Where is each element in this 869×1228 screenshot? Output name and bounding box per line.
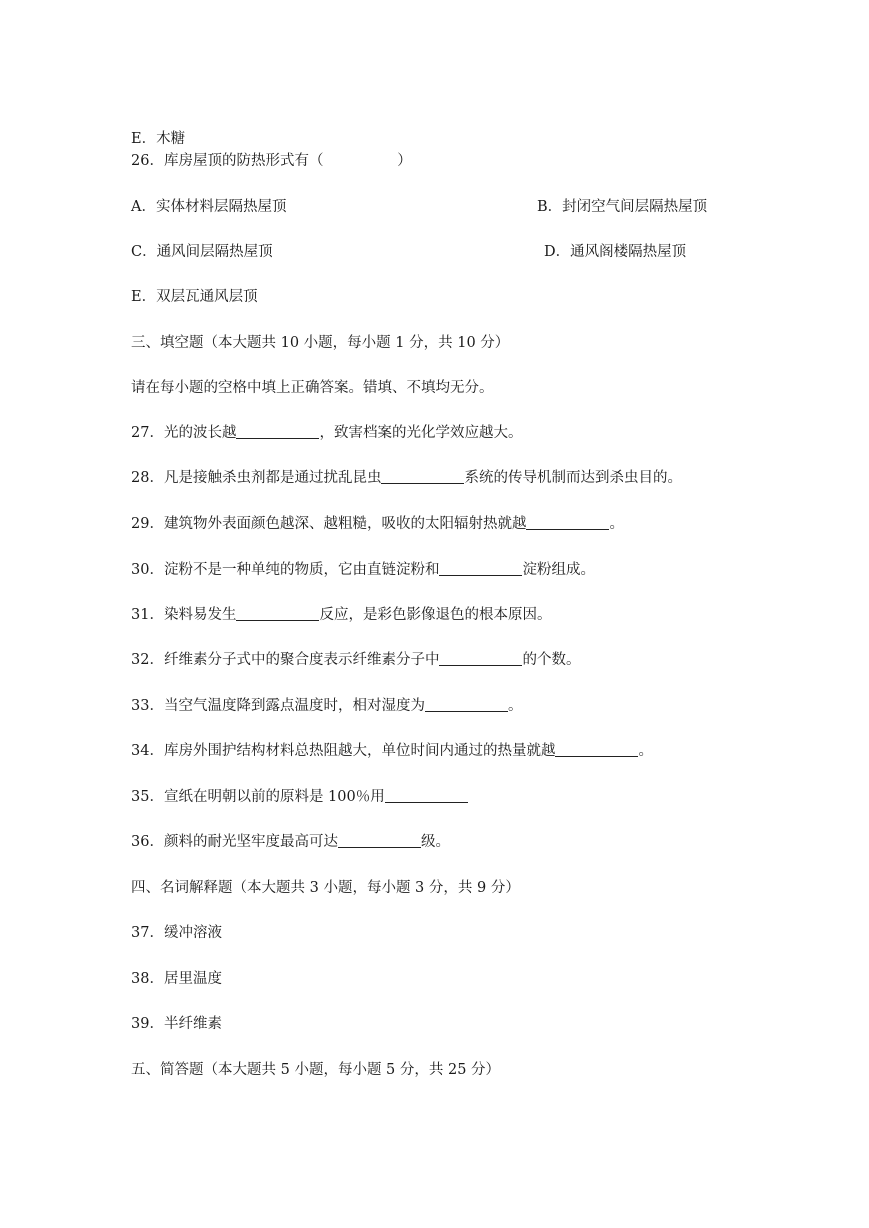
section4-heading: 四、名词解释题（本大题共 3 小题，每小题 3 分，共 9 分）: [131, 880, 520, 896]
answer-blank[interactable]: [555, 742, 638, 757]
fill-question-30: [131, 561, 595, 579]
answer-blank[interactable]: [425, 697, 508, 712]
question-text: 32．纤维素分子式中的聚合度表示纤维素分子中: [131, 652, 440, 668]
question-text: 淀粉组成。: [522, 562, 595, 578]
fill-question-33: [131, 697, 522, 715]
fill-question-29: [131, 515, 624, 533]
fill-question-31: [131, 606, 551, 624]
section3-instruction: 请在每小题的空格中填上正确答案。错填、不填均无分。: [131, 380, 494, 396]
answer-blank[interactable]: [526, 515, 609, 530]
answer-blank[interactable]: [381, 469, 464, 484]
fill-question-36: [131, 833, 450, 851]
question-text: 31．染料易发生: [131, 607, 237, 623]
fill-question-35: [131, 788, 468, 806]
question-text: 30．淀粉不是一种单纯的物质，它由直链淀粉和: [131, 562, 440, 578]
question-text: 36．颜料的耐光坚牢度最高可达: [131, 834, 338, 850]
q25-option-e: E．木糖: [131, 131, 186, 147]
question-text: ，致害档案的光化学效应越大。: [319, 425, 523, 441]
question-text: 28．凡是接触杀虫剂都是通过扰乱昆虫: [131, 470, 382, 486]
question-text: 。: [638, 743, 653, 759]
section3-heading: 三、填空题（本大题共 10 小题，每小题 1 分，共 10 分）: [131, 335, 510, 351]
answer-blank[interactable]: [385, 788, 468, 803]
question-text: 29．建筑物外表面颜色越深、越粗糙，吸收的太阳辐射热就越: [131, 516, 527, 532]
answer-blank[interactable]: [439, 651, 522, 666]
question-text: 系统的传导机制而达到杀虫目的。: [464, 470, 682, 486]
term-37: 37．缓冲溶液: [131, 925, 222, 941]
answer-blank[interactable]: [439, 561, 522, 576]
question-text: 33．当空气温度降到露点温度时，相对湿度为: [131, 698, 425, 714]
fill-question-34: [131, 742, 653, 760]
q26-question: 26．库房屋顶的防热形式有（ ）: [131, 153, 412, 169]
question-text: 反应，是彩色影像退色的根本原因。: [319, 607, 552, 623]
q26-option-e: E．双层瓦通风层顶: [131, 289, 258, 305]
question-text: 34．库房外围护结构材料总热阻越大，单位时间内通过的热量就越: [131, 743, 556, 759]
question-text: 35．宣纸在明朝以前的原料是 100％用: [131, 789, 385, 805]
question-text: 。: [609, 516, 624, 532]
answer-blank[interactable]: [236, 606, 319, 621]
question-text: 。: [507, 698, 523, 714]
q26-option-d: D．通风阁楼隔热屋顶: [544, 244, 687, 260]
question-text: 的个数。: [522, 652, 581, 668]
term-38: 38．居里温度: [131, 971, 222, 987]
q26-option-a: A．实体材料层隔热屋顶: [131, 199, 287, 215]
section5-heading: 五、简答题（本大题共 5 小题，每小题 5 分，共 25 分）: [131, 1062, 501, 1078]
fill-question-27: [131, 424, 522, 442]
fill-question-32: [131, 651, 580, 669]
term-39: 39．半纤维素: [131, 1016, 222, 1032]
fill-question-28: [131, 469, 682, 487]
answer-blank[interactable]: [236, 424, 319, 439]
answer-blank[interactable]: [338, 833, 421, 848]
q26-option-c: C．通风间层隔热屋顶: [131, 244, 273, 260]
q26-option-b: B．封闭空气间层隔热屋顶: [537, 199, 708, 215]
question-text: 27．光的波长越: [131, 425, 237, 441]
question-text: 级。: [420, 834, 450, 850]
